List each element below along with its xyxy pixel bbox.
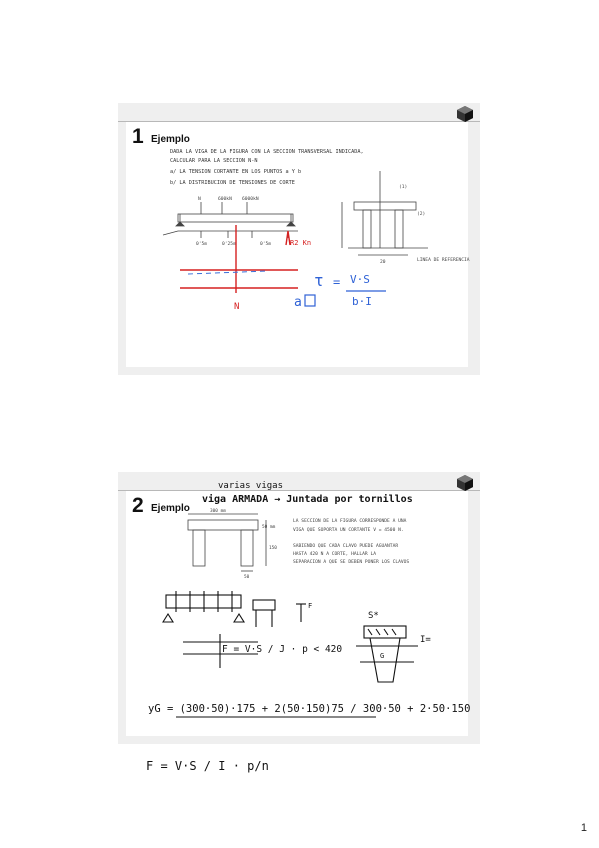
formula-numerator: V·S: [350, 273, 370, 286]
beam-label: N: [198, 197, 201, 202]
clavo-formula: F = V·S / J · p < 420: [222, 644, 343, 655]
dimension-label: 50 mm: [262, 525, 276, 530]
formula-denominator: b·I: [352, 295, 372, 308]
dimension-label: 0'5m: [260, 242, 272, 247]
section-s-label: S*: [368, 611, 379, 621]
force-label: F: [308, 602, 313, 610]
statement-line: b/ LA DISTRIBUCION DE TENSIONES DE CORTE: [170, 180, 295, 186]
statement-line: VIGA QUE SOPORTA UN CORTANTE V = 4500 N.: [293, 528, 404, 533]
dimension-label: 150: [269, 546, 277, 551]
dimension-label: 300 mm: [210, 509, 226, 514]
beam-label: 6000kN: [242, 197, 259, 202]
slide-number: 2: [132, 494, 144, 517]
centroid-formula: yG = (300·50)·175 + 2(50·150)75 / 300·50 + 2·50·150: [148, 703, 471, 715]
statement-line: a/ LA TENSION CORTANTE EN LOS PUNTOS a Y b: [170, 169, 302, 175]
slide-title: Ejemplo: [151, 134, 190, 145]
force-formula: F = V·S / I · p/n: [146, 759, 269, 773]
statement-line: DADA LA VIGA DE LA FIGURA CON LA SECCION TRANSVERSAL INDICADA,: [170, 149, 364, 155]
point-a-label: a: [294, 295, 302, 310]
statement-line: SABIENDO QUE CADA CLAVO PUEDE AGUANTAR: [293, 544, 399, 549]
dimension-label: 50: [244, 575, 250, 580]
statement-line: SEPARACION A QUE SE DEBEN PONER LOS CLAVOS: [293, 560, 410, 565]
statement-line: CALCULAR PARA LA SECCION N-N: [170, 158, 258, 164]
heading-main: viga ARMADA → Juntada por tornillos: [202, 494, 413, 505]
slide-title: Ejemplo: [151, 503, 190, 514]
formula-tau: τ: [314, 271, 324, 290]
reaction-label: R2 Kn: [290, 239, 312, 247]
beam-label: 600kN: [218, 197, 232, 202]
section-n-label: N: [234, 302, 240, 312]
section-label: (2): [417, 212, 426, 217]
section-g-label: G: [380, 652, 385, 660]
section-label: 20: [380, 260, 386, 265]
dimension-label: 0'25m: [222, 242, 236, 247]
section-label: LINEA DE REFERENCIA: [417, 258, 470, 263]
statement-line: LA SECCION DE LA FIGURA CORRESPONDE A UNA: [293, 519, 407, 524]
page-number: 1: [580, 822, 587, 834]
section-label: (1): [399, 185, 408, 190]
slide-number: 1: [132, 125, 144, 148]
dimension-label: 0'5m: [196, 242, 208, 247]
heading-top: varias vigas: [218, 481, 284, 491]
statement-line: HASTA 420 N A CORTE, HALLAR LA: [293, 552, 376, 557]
section-i-label: I=: [420, 635, 431, 645]
svg-text:=: =: [333, 275, 341, 289]
